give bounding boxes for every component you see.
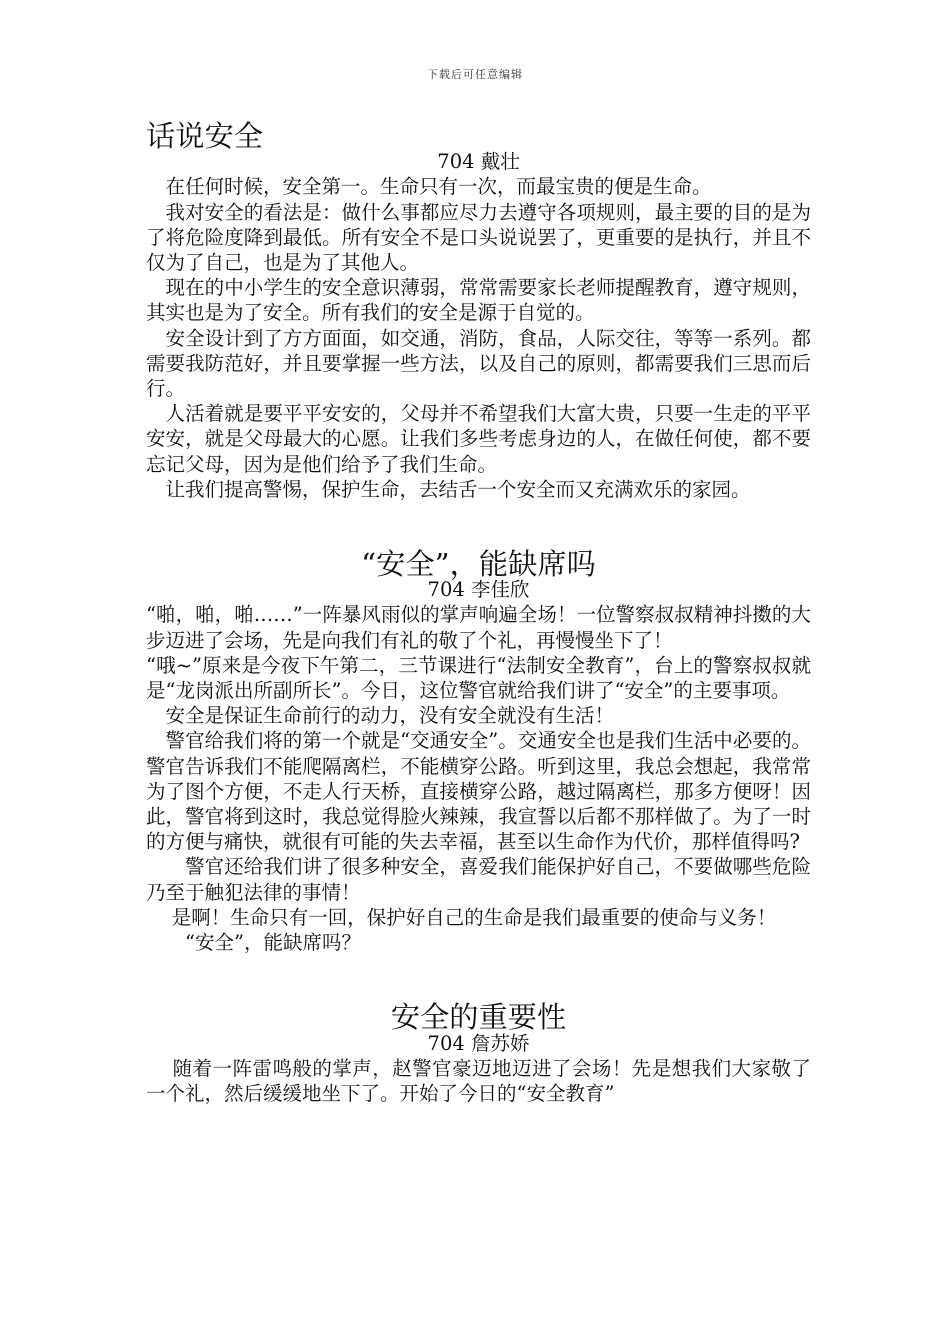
paragraph: 是啊！生命只有一回，保护好自己的生命是我们最重要的使命与义务！ bbox=[146, 905, 777, 929]
paragraph: 人活着就是要平平安安的，父母并不希望我们大富大贵，只要一生走的平平安安，就是父母最大的心愿。让我们多些考虑身边的人，在做任何使，都不要忘记父母，因为是他们给予了我们生命。 bbox=[146, 402, 811, 476]
document-body bbox=[146, 119, 811, 1106]
paragraph: 警官给我们将的第一个就是“交通安全”。交通安全也是我们生活中必要的。警官告诉我们不能爬隔离栏，不能横穿公路。听到这里，我总会想起，我常常为了图个方便，不走人行天桥，直接横穿公路，越过隔离栏，那多方便呀！因此，警官将到这时，我总觉得脸火辣辣，我宣誓以后都不那样做了。为了一时的方便与痛快，就很有可能的失去幸福，甚至以生命作为代价，那样值得吗? bbox=[146, 729, 811, 854]
paragraph: 让我们提高警惕，保护生命，去结舌一个安全而又充满欢乐的家园。 bbox=[146, 477, 751, 501]
paragraph: “啪，啪，啪……”一阵暴风雨似的掌声响遍全场！一位警察叔叔精神抖擞的大步迈进了会场，先是向我们有礼的敬了个礼，再慢慢坐下了！ bbox=[146, 603, 811, 652]
article-section bbox=[146, 1000, 811, 1106]
section-gap bbox=[146, 502, 811, 552]
paragraph: 警官还给我们讲了很多种安全，喜爱我们能保护好自己，不要做哪些危险乃至于触犯法律的事情！ bbox=[146, 855, 811, 904]
article-byline: 704 李佳欣 bbox=[427, 578, 530, 602]
page-header: 下载后可任意编辑 bbox=[427, 68, 523, 81]
article-title: 话说安全 bbox=[146, 119, 263, 153]
article-byline: 704 戴壮 bbox=[437, 150, 520, 174]
paragraph: 我对安全的看法是：做什么事都应尽力去遵守各项规则，最主要的目的是为了将危险度降到最低。所有安全不是口头说说罢了，更重要的是执行，并且不仅为了自己，也是为了其他人。 bbox=[146, 200, 811, 275]
paragraph: “哦~”原来是今夜下午第二，三节课进行“法制安全教育”，台上的警察叔叔就是“龙岗派出所副所长”。今日，这位警官就给我们讲了“安全”的主要事项。 bbox=[146, 653, 811, 703]
article-title: “安全”，能缺席吗 bbox=[361, 547, 596, 582]
paragraph: 安全是保证生命前行的动力，没有安全就没有生活！ bbox=[146, 704, 615, 728]
article-section bbox=[146, 119, 811, 502]
paragraph: 现在的中小学生的安全意识薄弱，常常需要家长老师提醒教育，遵守规则，其实也是为了安全。所有我们的安全是源于自觉的。 bbox=[146, 276, 811, 325]
section-gap bbox=[146, 955, 811, 1005]
paragraph: 在任何时候，安全第一。生命只有一次，而最宝贵的便是生命。 bbox=[146, 175, 712, 199]
article-byline: 704 詹苏娇 bbox=[427, 1031, 530, 1055]
paragraph: 安全设计到了方方面面，如交通，消防，食品，人际交往，等等一系列。都需要我防范好，并且要掌握一些方法，以及自己的原则，都需要我们三思而后行。 bbox=[146, 326, 811, 401]
paragraph: “安全”，能缺席吗？ bbox=[146, 931, 361, 955]
paragraph: 随着一阵雷鸣般的掌声，赵警官豪迈地迈进了会场！先是想我们大家敬了一个礼，然后缓缓地坐下了。开始了今日的“安全教育” bbox=[146, 1056, 811, 1105]
article-section bbox=[146, 547, 811, 955]
article-title: 安全的重要性 bbox=[390, 1000, 567, 1035]
